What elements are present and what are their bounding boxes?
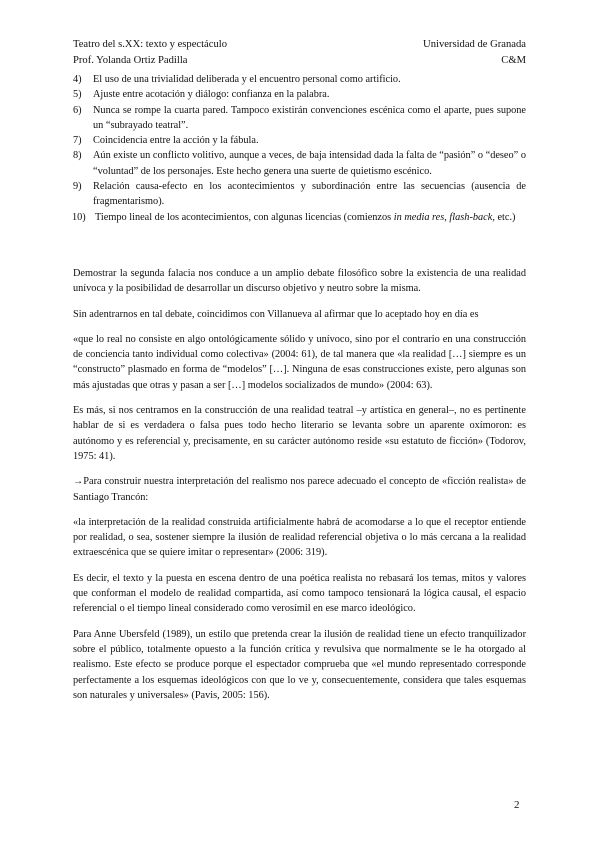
list-number: 7) [73, 135, 82, 147]
list-text-italic: in media res [393, 211, 445, 223]
paragraph-realidad-teatral: Es más, si nos centramos en la construcción de una realidad teatral –y artística en general–, no es pertinente hablar de si es verdadera o falsa pues todo hecho literario se levanta sobre un aparente oxímoron: es autónomo y es referencial y, precisamente, en su carácter autónomo reside «su estatuto de ficción» (Todorov, 1975: 41). [73, 405, 526, 462]
list-text: Aún existe un conflicto volitivo, aunque a veces, de baja intensidad dada la falta de “pasión” o “deseo” o “voluntad” de los personajes. Este hecho genera una suerte de quietismo escénico. [93, 150, 526, 177]
paragraph-ubersfeld: Para Anne Ubersfeld (1989), un estilo que pretenda crear la ilusión de realidad tiene un efecto tranquilizador sobre el público, totalmente opuesto a la función crítica y revulsiva que normalmente se le ha otorgado al realismo. Este efecto se produce porque el espectador comprueba que «el mundo representado corresponde perfectamente a los esquemas ideológicos con que lo ve y, consecuentemente, considera que tales esquemas son naturales y universales» (Pavis, 2005: 156). [73, 628, 526, 701]
page-number: 2 [514, 799, 520, 811]
list-text: Coincidencia entre la acción y la fábula. [93, 135, 259, 147]
list-text: , [444, 211, 450, 223]
list-text: Ajuste entre acotación y diálogo: confianza en la palabra. [93, 89, 330, 101]
paragraph-villanueva-intro: Sin adentrarnos en tal debate, coincidimos con Villanueva al afirmar que lo aceptado hoy en día es [73, 308, 479, 320]
list-text: Nunca se rompe la cuarta pared. Tampoco existirán convenciones escénica como el aparte, pues supone un “subrayado teatral”. [93, 104, 526, 131]
list-number: 4) [73, 74, 82, 85]
list-number: 9) [73, 181, 82, 193]
page-body [73, 72, 526, 703]
professor-name: Prof. Yolanda Ortiz Padilla [73, 55, 188, 66]
quote-trancon: «la interpretación de la realidad construida artificialmente habrá de acomodarse a lo que el receptor entiende por realidad, o sea, sostener siempre la ilusión de realidad referencial objetiva o lo más cercana a la realidad extraescénica que se quiere imitar o representar» (2006: 319). [73, 516, 526, 559]
paragraph-falacia: Demostrar la segunda falacia nos conduce a un amplio debate filosófico sobre la existencia de una realidad unívoca y la posibilidad de desarrollar un discurso objetivo y neutro sobre la misma. [73, 267, 526, 295]
list-text: , etc.) [492, 211, 516, 223]
list-text-italic: flash-back [449, 211, 493, 223]
list-item [73, 87, 526, 102]
list-item [73, 210, 526, 225]
course-code: C&M [501, 55, 526, 66]
list-item [73, 148, 526, 179]
paragraph-poetica-realista: Es decir, el texto y la puesta en escena dentro de una poética realista no rebasará los temas, mitos y valores que conforman el modelo de realidad compartida, así como tampoco tensionará la lógica causal, el espacio referencial o el tiempo lineal considerado como verosímil en ese marco ideológico. [73, 572, 526, 615]
list-item [73, 103, 526, 134]
list-number: 6) [73, 104, 82, 116]
page-header [73, 37, 526, 69]
list-item [73, 179, 526, 210]
university-name: Universidad de Granada [423, 39, 526, 50]
list-number: 5) [73, 89, 82, 101]
list-number: 10) [72, 211, 86, 223]
list-number: 8) [73, 150, 82, 162]
characteristics-list [73, 72, 526, 225]
list-item [73, 133, 526, 148]
list-text: El uso de una trivialidad deliberada y el encuentro personal como artificio. [93, 74, 401, 85]
list-text: Relación causa-efecto en los acontecimientos y subordinación entre las secuencias (ausencia de fragmentarismo). [93, 181, 526, 208]
list-text: Tiempo lineal de los acontecimientos, con algunas licencias (comienzos [95, 211, 394, 223]
list-item [73, 72, 526, 87]
paragraph-ficcion-realista: →Para construir nuestra interpretación del realismo nos parece adecuado el concepto de «ficción realista» de Santiago Trancón: [73, 476, 526, 503]
course-title: Teatro del s.XX: texto y espectáculo [73, 39, 227, 50]
quote-villanueva: «que lo real no consiste en algo ontológicamente sólido y unívoco, sino por el contrario en una construcción de conciencia tanto individual como colectiva» (2004: 61), de tal manera que «la realidad […] siempre es un “constructo” plasmado en forma de “modelos” […]. Ninguna de esas construcciones existe, pero algunas son más ajustadas que otras y pasan a ser […] modelos socializados de mundo» (2004: 63). [73, 333, 526, 391]
